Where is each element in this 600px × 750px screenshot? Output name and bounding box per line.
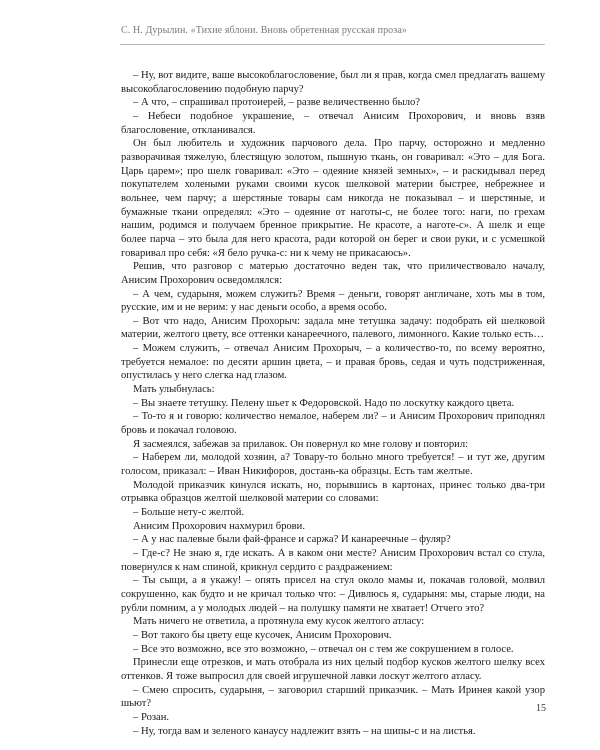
paragraph: – Вот такого бы цвету еще кусочек, Анисим Прохорович. <box>133 629 392 641</box>
paragraph: – Можем служить, – отвечал Анисим Прохорыч, – а количество-то, по всему вероятно, требуется немалое: по десяти аршин цвета, – и правая бровь, седая и чуть подстриженная, опустилась у него слегка над глазом. <box>121 343 545 382</box>
page-number: 15 <box>536 703 546 714</box>
paragraph: – Где-с? Не знаю я, где искать. А в каком они месте? Анисим Прохорович встал со стула, повернулся к нам спиной, крикнул сердито с раздражением: <box>121 547 545 573</box>
header-rule <box>120 44 545 45</box>
paragraph: – Ну, вот видите, ваше высокоблагословение, был ли я прав, когда смел предлагать вашему высокоблагословению подобную парчу? <box>121 70 545 95</box>
paragraph: – Вы знаете тетушку. Пелену шьет к Федоровской. Надо по лоскутку каждого цвета. <box>133 397 515 409</box>
paragraph: Молодой приказчик кинулся искать, но, порывшись в картонах, принес только два-три отрывка образцов желтой шелковой материи со словами: <box>121 479 545 505</box>
paragraph: Анисим Прохорович нахмурил брови. <box>133 520 305 532</box>
paragraph: – Небеси подобное украшение, – отвечал Анисим Прохорович, и вновь взяв благословение, откланивался. <box>121 110 545 136</box>
paragraph: Я засмеялся, забежав за прилавок. Он повернул ко мне голову и повторил: <box>133 438 469 450</box>
running-header: С. Н. Дурылин. «Тихие яблони. Вновь обретенная русская проза» <box>121 25 407 36</box>
paragraph: – Все это возможно, все это возможно, – отвечал он с тем же сокрушением в голосе. <box>133 643 514 655</box>
paragraph: – А у нас палевые были фай-франсе и саржа? И канареечные – фуляр? <box>133 534 451 546</box>
paragraph: – Розан. <box>133 711 170 723</box>
paragraph: – Больше нету-с желтой. <box>133 507 245 518</box>
paragraph: – Вот что надо, Анисим Прохорыч: задала мне тетушка задачу: подобрать ей шелковой материи, желтого цвету, все оттенки канареечного, палевого, лимонного. Какие только есть… <box>121 315 545 341</box>
paragraph: Принесли еще отрезков, и мать отобрала из них целый подбор кусков желтого шелку всех оттенков. Я тоже выпросил для своей игрушечной лавки лоскут желтого атласу. <box>121 657 545 682</box>
paragraph: Он был любитель и художник парчового дела. Про парчу, осторожно и медленно разворачивая тяжелую, блестящую золотом, пышную ткань, он говаривал: «Это – для Бога. Царь царем»; про шелк говаривал: «Это – одеяние князей земных», – и раскидывал перед покупателем холеными руками своими кусок шелковой материи быстрее, небрежнее и вольнее, чем парчу; а шерстяные товары сам никогда не показывал – и шерстяные, и бумажные ткани определял: «Это – одеяние от наготы-с, не более того: наги, по грехам нашим, родимся и получаем бренное прикрытие. Не красоте, а наготе-с». А шелк и еще более парча – это была для него красота, ради которой он берег и свои руки, и с усмешкой говаривал про себя: «Я белo ручка-с: ни к чему не прикасаюсь». <box>121 138 545 259</box>
paragraph: – Ты сыщи, а я укажу! – опять присел на стул около мамы и, покачав головой, молвил сокрушенно, как будто и не кричал только что: – Дивлюсь я, сударыня: мы, старые люди, на рубли помним, а у молодых людей – на полушку памяти не хватает! Отчего это? <box>121 575 545 614</box>
paragraph: – Наберем ли, молодой хозяин, а? Товару-то больно много требуется! – и тут же, другим голосом, приказал: – Иван Никифоров, достань-ка образцы. Есть там желтые. <box>121 452 545 478</box>
body-text <box>121 69 545 738</box>
paragraph: – А что, – спрашивал протоиерей, – разве величественно было? <box>133 97 420 109</box>
paragraph: Мать ничего не ответила, а протянула ему кусок желтого атласу: <box>133 616 425 628</box>
paragraph: Решив, что разговор с матерью достаточно веден так, что приличествовало началу, Анисим Прохорович осведомлялся: <box>121 261 545 286</box>
paragraph: Мать улыбнулась: <box>133 384 215 396</box>
paragraph: – Смею спросить, сударыня, – заговорил старший приказчик. – Мать Иринея какой узор шьют? <box>121 684 545 710</box>
paragraph: – А чем, сударыня, можем служить? Время – деньги, говорят англичане, хоть мы в том, русские, им и не верим: у нас деньги особо, а время особо. <box>121 288 545 314</box>
paragraph: – Ну, тогда вам и зеленого канаусу надлежит взять – на шипы-с и на листья. <box>133 725 476 737</box>
paragraph: – То-то я и говорю: количество немалое, наберем ли? – и Анисим Прохорович приподнял бровь и покачал головою. <box>121 411 545 437</box>
